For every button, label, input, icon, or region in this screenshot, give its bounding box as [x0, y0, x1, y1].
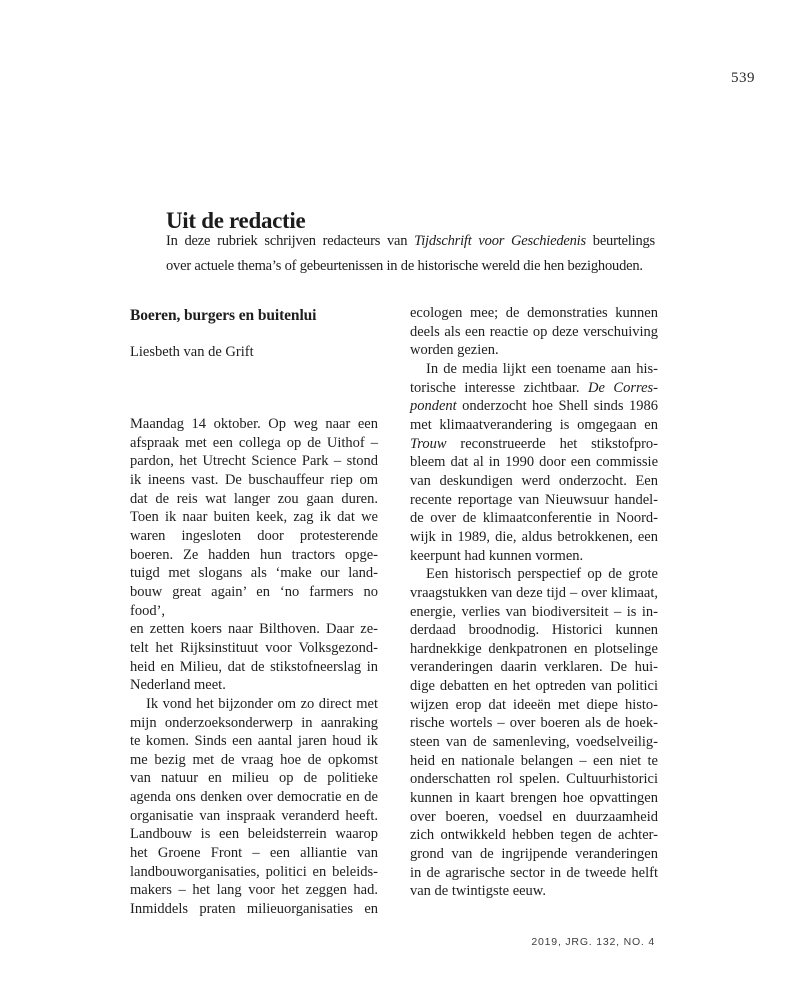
text-line: derdaad broodnodig. Historici kunnen [410, 622, 658, 639]
text-line: veranderingen daarin verklaren. De hui- [410, 659, 658, 676]
text-line: organisatie van inspraak veranderd heeft. [130, 807, 378, 824]
text-line: Maandag 14 oktober. Op weg naar een [130, 416, 378, 432]
text-line: Een historisch perspectief op de grote [426, 566, 658, 583]
text-line: in de agrarische sector in de tweede helft [410, 864, 658, 881]
text-line: rische wortels – over boeren als de hoek- [410, 715, 658, 732]
left-column [130, 304, 378, 919]
text-line: energie, verlies van biodiversiteit – is in- [410, 603, 658, 620]
text-line: bouw great again’ en ‘no farmers no food’, [130, 583, 378, 619]
text-line: te komen. Sinds een aantal jaren houd ik [130, 733, 378, 750]
text-line: agenda ons denken over democratie en de [130, 789, 378, 806]
text-line: pardon, het Utrecht Science Park – stond [130, 453, 378, 470]
text-line: met klimaatverandering is omgegaan en [410, 416, 658, 433]
text-line: keerpunt had kunnen vormen. [410, 547, 584, 564]
section-title: Uit de redactie [166, 208, 306, 234]
left-column-text [130, 415, 378, 919]
section-intro [166, 229, 655, 279]
text-line: landbouworganisaties, politici en beleids- [130, 863, 378, 880]
text-line: dige debatten en het optreden van politici [410, 678, 658, 695]
text-line: grond van de ingrijpende veranderingen [410, 846, 658, 863]
text-line: heid en nationale belangen – een niet te [410, 752, 658, 769]
text-line: wijk in 1989, die, aldus betrokkenen, een [410, 528, 658, 545]
text-line: ecologen mee; de demonstraties kunnen [410, 305, 658, 321]
text-line: vraagstukken van deze tijd – over klimaat, [410, 584, 658, 601]
text-line: zich ontwikkeld hebben tegen de achter- [410, 827, 658, 844]
text-line: In de media lijkt een toename aan his- [426, 360, 658, 377]
text-line: van natuur en milieu op de politieke [130, 770, 378, 787]
text-line: telt het Rijksinstituut voor Volksgezond- [130, 639, 378, 656]
right-column [410, 304, 658, 901]
text-line: deels als een reactie op deze verschuiving [410, 323, 658, 340]
text-line: van de twintigste eeuw. [410, 883, 546, 900]
text-line: de over de klimaatconferentie in Noord- [410, 510, 658, 527]
journal-issue-footer: 2019, JRG. 132, NO. 4 [531, 936, 655, 948]
text-line: tuigd met slogans als ‘make our land- [130, 565, 378, 582]
text-line: en zetten koers naar Bilthoven. Daar ze- [130, 621, 378, 638]
text-line: over boeren, voedsel en duurzaamheid [410, 808, 658, 825]
text-line: Trouw reconstrueerde het stikstofpro- [410, 435, 658, 452]
text-line: heid en Milieu, dat de stikstofneerslag in [130, 658, 378, 675]
text-line: afspraak met een collega op de Uithof – [130, 434, 378, 451]
text-line: dat de reis wat langer zou gaan duren. [130, 490, 378, 507]
text-line: wijzen erop dat ideeën met diepe histo- [410, 696, 658, 713]
text-line: hardnekkige denkpatronen en plotselinge [410, 640, 658, 657]
text-line: Toen ik naar buiten keek, zag ik dat we [130, 509, 378, 526]
text-line: Landbouw is een beleidsterrein waarop [130, 826, 378, 843]
text-line: me bezig met de vraag hoe de opkomst [130, 751, 378, 768]
article-title: Boeren, burgers en buitenlui [130, 307, 317, 324]
text-line: boeren. Ze hadden hun tractors opge- [130, 546, 378, 563]
text-line: kunnen in kaart brengen hoe opvattingen [410, 790, 658, 807]
text-line: In deze rubriek schrijven redacteurs van Tijdschrift voor Geschiedenis beurtelings [166, 233, 655, 249]
text-line: over actuele thema’s of gebeurtenissen in de historische wereld die hen bezighouden. [166, 258, 643, 274]
page-number: 539 [731, 70, 755, 86]
text-line: van deskundigen werd onderzocht. Een [410, 472, 658, 489]
text-line: pondent onderzocht hoe Shell sinds 1986 [410, 398, 658, 415]
text-line: bleem dat al in 1990 door een commissie [410, 454, 658, 471]
text-line: onderschatten rol spelen. Cultuurhistorici [410, 771, 658, 788]
text-line: torische interesse zichtbaar. De Corres- [410, 379, 658, 396]
text-line: ik ineens vast. De buschauffeur riep om [130, 471, 378, 488]
text-line: Nederland meet. [130, 677, 226, 694]
text-line: Inmiddels praten milieuorganisaties en [130, 901, 378, 918]
text-line: Ik vond het bijzonder om zo direct met [146, 695, 378, 712]
text-line: makers – het lang voor het zeggen had. [130, 882, 378, 899]
text-line: steen van de samenleving, voedselveilig- [410, 734, 658, 751]
text-line: recente reportage van Nieuwsuur handel- [410, 491, 658, 508]
text-line: waren ingesloten door protesterende [130, 527, 378, 544]
text-line: het Groene Front – een alliantie van [130, 845, 378, 862]
text-line: worden gezien. [410, 342, 499, 359]
author-byline: Liesbeth van de Grift [130, 344, 254, 360]
text-line: mijn onderzoeksonderwerp in aanraking [130, 714, 378, 731]
